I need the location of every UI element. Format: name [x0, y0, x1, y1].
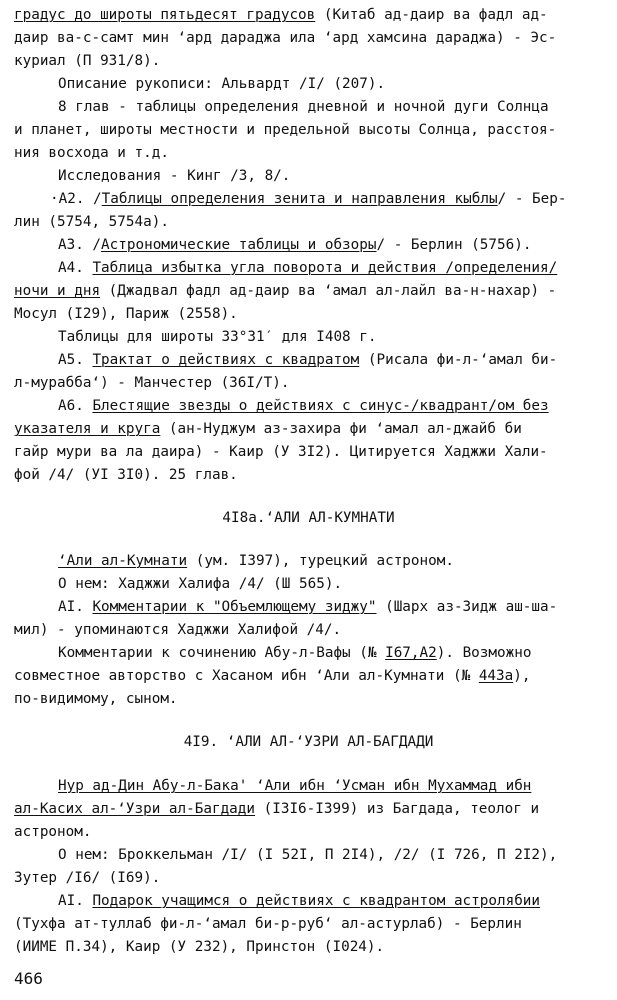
underlined-title: Таблица избытка угла поворота и действия /определения/ [92, 260, 558, 276]
text-line: Описание рукописи: Альвардт /I/ (207). [58, 76, 386, 92]
text-line: О нем: Хаджжи Халифа /4/ (Ш 565). [58, 576, 343, 592]
page-number: 466 [14, 969, 43, 988]
section-heading: 4I9. ʻАЛИ АЛ-ʻУЗРИ АЛ-БАГДАДИ [183, 734, 434, 750]
text-line [58, 598, 557, 616]
text-span: Комментарии к сочинению Абу-л-Вафы (№ [58, 645, 386, 661]
underlined-title: ночи и дня [14, 283, 101, 299]
text-line [58, 236, 531, 254]
text-line: по-видимому, сыном. [14, 691, 178, 707]
text-line: фой /4/ (УI 3I0). 25 глав. [14, 467, 238, 483]
text-span: (Джадвал фадл ад-даир ва ʻамал ал-лайл ва-н-нахар) - [100, 283, 557, 299]
text-line: Таблицы для широты 33°31′ для I408 г. [58, 329, 377, 345]
text-line [14, 420, 522, 438]
text-line: О нем: Броккельман /I/ (I 52I, П 2I4), /2/ (I 726, П 2I2), [58, 847, 558, 863]
text-line: (ИИМЕ П.34), Каир (У 232), Принстон (I024). [14, 939, 385, 955]
text-line: куриал (П 931/8). [14, 53, 161, 69]
underlined-title: Трактат о действиях с квадратом [92, 352, 360, 368]
text-line: ния восхода и т.д. [14, 145, 169, 161]
text-line: Исследования - Кинг /3, 8/. [58, 168, 291, 184]
text-span: АI. [58, 893, 93, 909]
underlined-title: градус до широты пятьдесят градусов [14, 7, 316, 23]
text-span: (ан-Нуджум аз-захира фи ʻамал ал-джайб би [160, 421, 522, 437]
underlined-name: ал-Касих ал-ʻУзри ал-Багдади [14, 801, 256, 817]
underlined-title: Таблицы определения зенита и направления кыблы [101, 191, 498, 207]
text-span: (Рисала фи-л-ʻамал би- [359, 352, 558, 368]
text-line [14, 667, 530, 685]
text-line: и планет, широты местности и предельной высоты Солнца, расстоя- [14, 122, 557, 138]
underlined-name: ʻАли ал-Кумнати [58, 553, 188, 569]
text-span: (ум. I397), турецкий астроном. [187, 553, 454, 569]
text-line: астроном. [14, 824, 92, 840]
text-line [58, 259, 557, 277]
text-line [50, 190, 566, 208]
underlined-title: Блестящие звезды о действиях с синус-/квадрант/ом без [92, 398, 549, 414]
text-line: 8 глав - таблицы определения дневной и ночной дуги Солнца [58, 99, 549, 115]
text-line [14, 6, 548, 24]
underlined-title: Комментарии к "Объемлющему зиджу" [92, 599, 377, 615]
text-line [58, 397, 549, 415]
text-line: (Тухфа ат-туллаб фи-л-ʻамал би-р-рубʻ ал-астурлаб) - Берлин [14, 916, 522, 932]
text-span: (Шарх аз-Зидж аш-ша- [376, 599, 558, 615]
text-line: гайр мури ва ла даира) - Каир (У 3I2). Цитируется Хаджжи Хали- [14, 444, 548, 460]
text-span: А5. [58, 352, 93, 368]
text-span: ·А2. / [50, 191, 102, 207]
underlined-title: указателя и круга [14, 421, 161, 437]
underlined-title: Подарок учащимся о действиях с квадрантом астролябии [92, 893, 541, 909]
text-span: (I3I6-I399) из Багдада, теолог и [255, 801, 540, 817]
text-line [58, 351, 557, 369]
text-span: / - Бер- [497, 191, 567, 207]
text-span: / - Берлин (5756). [376, 237, 532, 253]
cross-reference: I67,А2 [385, 645, 437, 661]
text-span: А6. [58, 398, 93, 414]
text-line: даир ва-с-самт мин ʻард дараджа ила ʻард хамсина дараджа) - Эс- [14, 30, 557, 46]
text-line [14, 800, 539, 818]
text-line: лин (5754, 5754а). [14, 214, 169, 230]
text-span: ), [513, 668, 531, 684]
text-span: А4. [58, 260, 93, 276]
text-line [58, 777, 531, 795]
text-span: А3. / [58, 237, 102, 253]
text-line [14, 282, 556, 300]
text-span: ). Возможно [436, 645, 532, 661]
section-heading: 4I8а.ʻАЛИ АЛ-КУМНАТИ [222, 510, 395, 526]
underlined-title: Астрономические таблицы и обзоры [101, 237, 377, 253]
cross-reference: 443а [478, 668, 514, 684]
underlined-name: Нур ад-Дин Абу-л-Бака' ʻАли ибн ʻУсман ибн Мухаммад ибн [58, 778, 532, 794]
text-span: АI. [58, 599, 93, 615]
text-line: л-мураббаʻ) - Манчестер (36I/Т). [14, 375, 290, 391]
text-line: мил) - упоминаются Хаджжи Халифой /4/. [14, 622, 342, 638]
text-line: Зутер /I6/ (I69). [14, 870, 161, 886]
text-line [58, 552, 454, 570]
text-span: совместное авторство с Хасаном ибн ʻАли ал-Кумнати (№ [14, 668, 479, 684]
text-line [58, 892, 540, 910]
text-line: Мосул (I29), Париж (2558). [14, 306, 238, 322]
text-line [58, 644, 531, 662]
text-span: (Китаб ад-даир ва фадл ад- [315, 7, 548, 23]
